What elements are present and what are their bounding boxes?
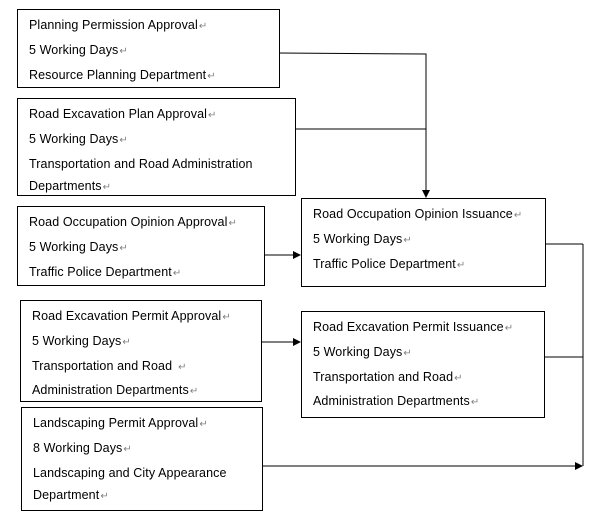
box-duration: 5 Working Days↵ — [29, 42, 128, 57]
return-mark: ↵ — [123, 443, 132, 455]
box-department-cont: Department↵ — [33, 488, 109, 503]
return-mark: ↵ — [456, 259, 466, 271]
box-title: Road Excavation Permit Issuance↵ — [313, 320, 514, 334]
return-mark: ↵ — [403, 234, 412, 246]
return-mark: ↵ — [122, 336, 131, 348]
road-excavation-permit-approval-box — [20, 300, 262, 402]
landscaping-permit-box — [21, 407, 263, 511]
box-title: Road Occupation Opinion Approval↵ — [29, 215, 237, 229]
box-department-cont: Administration Departments↵ — [32, 383, 199, 398]
return-mark: ↵ — [100, 491, 109, 503]
box-duration: 8 Working Days↵ — [33, 440, 132, 455]
road-excavation-permit-issuance-box — [301, 311, 545, 418]
return-mark: ↵ — [172, 267, 182, 279]
road-occupation-approval-box — [17, 206, 265, 286]
box-duration: 5 Working Days↵ — [313, 231, 412, 246]
return-mark: ↵ — [199, 419, 208, 430]
return-mark: ↵ — [207, 70, 216, 82]
box-department-cont: Administration Departments↵ — [313, 394, 480, 409]
return-mark: ↵ — [454, 372, 463, 384]
return-mark: ↵ — [178, 361, 187, 373]
return-mark: ↵ — [119, 134, 128, 146]
return-mark: ↵ — [228, 218, 237, 229]
return-mark: ↵ — [102, 182, 112, 194]
return-mark: ↵ — [119, 45, 128, 57]
box-department: Resource Planning Department↵ — [29, 67, 216, 82]
box-title: Road Occupation Opinion Issuance↵ — [313, 207, 523, 221]
box-department: Traffic Police Department↵ — [29, 264, 182, 279]
box-title: Road Excavation Plan Approval↵ — [29, 107, 217, 121]
box-duration: 5 Working Days↵ — [313, 344, 412, 359]
box-title: Road Excavation Permit Approval↵ — [32, 309, 231, 323]
return-mark: ↵ — [513, 210, 523, 221]
return-mark: ↵ — [189, 386, 199, 398]
box-duration: 5 Working Days↵ — [32, 333, 131, 348]
return-mark: ↵ — [222, 312, 231, 323]
return-mark: ↵ — [504, 323, 514, 334]
box-department: Transportation and Road↵ — [313, 369, 463, 384]
box-department: Landscaping and City Appearance — [33, 465, 227, 480]
planning-permission-box — [17, 9, 280, 88]
box-title: Landscaping Permit Approval↵ — [33, 416, 208, 430]
return-mark: ↵ — [208, 110, 217, 121]
road-occupation-issuance-box — [301, 198, 546, 287]
box-department: Transportation and Road Administration — [29, 156, 253, 171]
connector-planning-to-issuance — [279, 53, 426, 197]
return-mark: ↵ — [403, 347, 412, 359]
return-mark: ↵ — [119, 242, 128, 254]
road-excavation-plan-box — [17, 98, 296, 196]
return-mark: ↵ — [470, 397, 480, 409]
return-mark: ↵ — [198, 21, 208, 32]
box-duration: 5 Working Days↵ — [29, 239, 128, 254]
box-title: Planning Permission Approval↵ — [29, 18, 208, 32]
box-duration: 5 Working Days↵ — [29, 131, 128, 146]
box-department: Traffic Police Department↵ — [313, 256, 466, 271]
box-department: Transportation and Road ↵ — [32, 358, 187, 373]
box-department-cont: Departments↵ — [29, 179, 112, 194]
